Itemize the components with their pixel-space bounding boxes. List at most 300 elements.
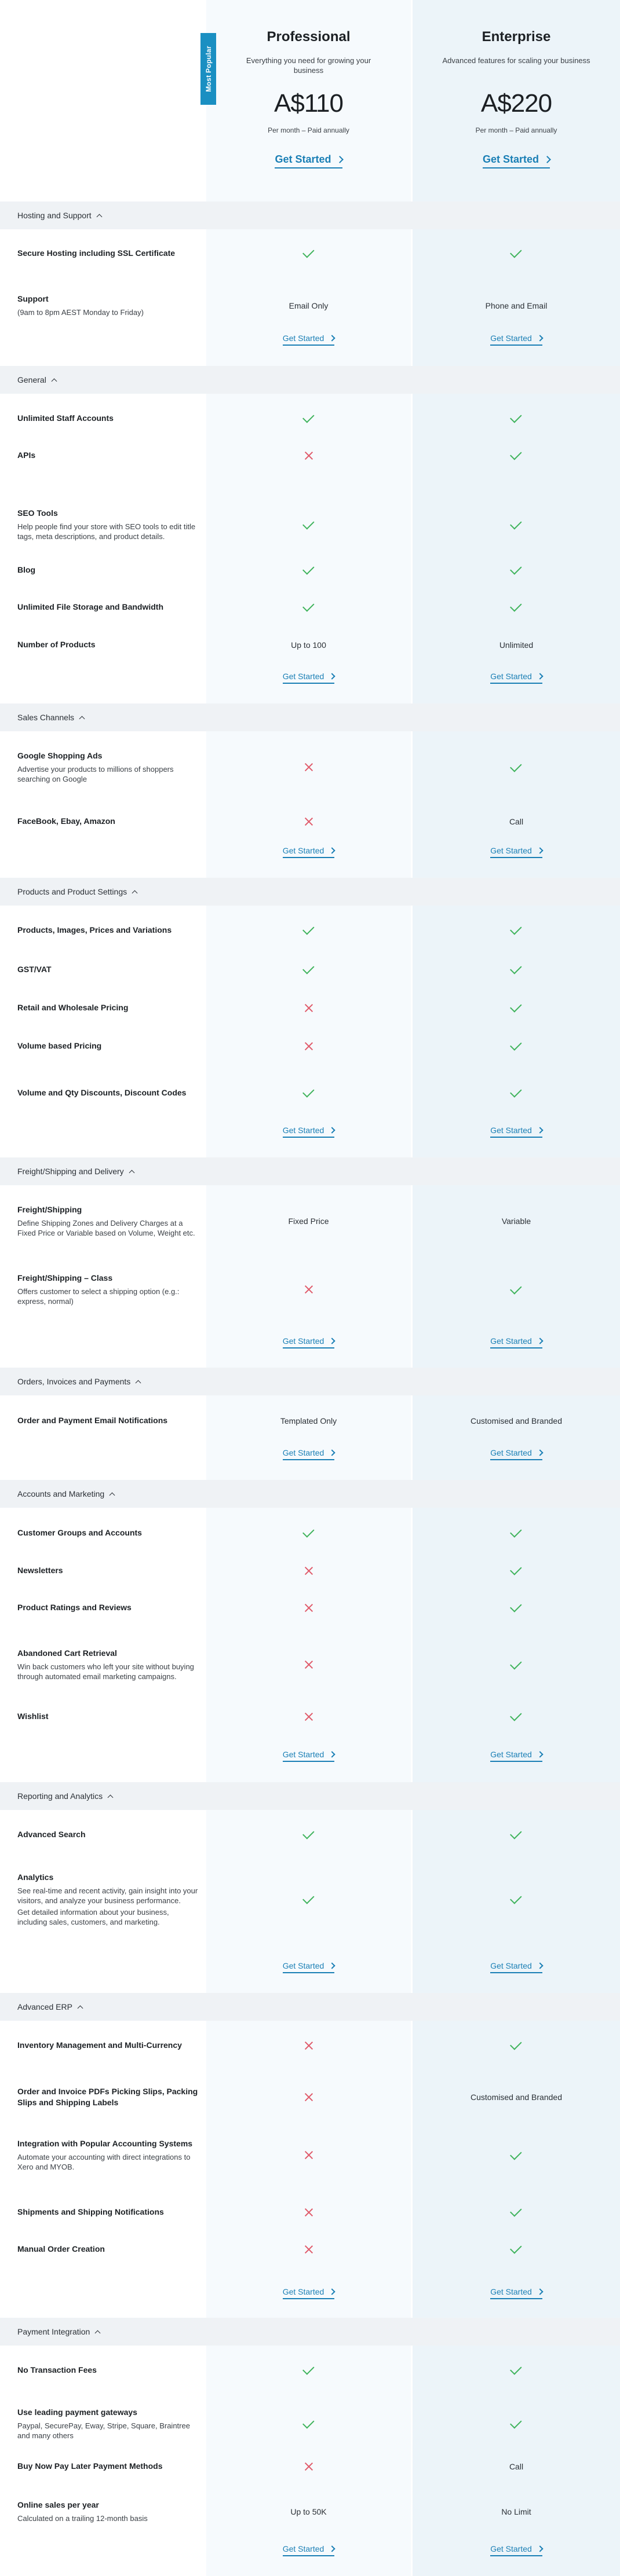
- section-header[interactable]: [0, 2318, 620, 2346]
- check-icon: [510, 1892, 522, 1904]
- check-icon: [510, 518, 522, 530]
- check-icon: [302, 2417, 315, 2429]
- check-icon: [302, 563, 315, 575]
- check-icon: [510, 1001, 522, 1013]
- enterprise-value: [413, 1522, 620, 1545]
- get-started-label: Get Started: [282, 2544, 324, 2553]
- section-header[interactable]: [0, 703, 620, 731]
- enterprise-value: [413, 1596, 620, 1619]
- enterprise-value: [413, 2500, 620, 2523]
- feature-description: Get detailed information about your business, including sales, customers, and marketing.: [17, 1908, 169, 1926]
- check-icon: [510, 1086, 522, 1098]
- cta-cell: [206, 669, 411, 686]
- enterprise-value: [413, 1653, 620, 1676]
- plan-billing: Per month – Paid annually: [268, 126, 349, 134]
- section-header[interactable]: [0, 1782, 620, 1810]
- chevron-right-icon: [329, 847, 335, 853]
- section-header[interactable]: [0, 1993, 620, 2021]
- get-started-professional-button[interactable]: [283, 846, 335, 858]
- section-title: Products and Product Settings: [17, 887, 127, 896]
- get-started-enterprise-button[interactable]: [490, 1126, 542, 1138]
- professional-value: [206, 1596, 411, 1619]
- feature-title: FaceBook, Ebay, Amazon: [17, 816, 115, 826]
- professional-value: [206, 294, 411, 317]
- cross-icon: [305, 2093, 313, 2101]
- feature-title: Unlimited File Storage and Bandwidth: [17, 602, 164, 611]
- professional-value: [206, 1082, 411, 1105]
- enterprise-value: [413, 559, 620, 582]
- section-title: Accounts and Marketing: [17, 1489, 105, 1498]
- professional-value: [206, 2143, 411, 2167]
- feature-label: [17, 816, 198, 827]
- enterprise-value: [413, 1823, 620, 1846]
- enterprise-value: [413, 1210, 620, 1233]
- get-started-professional-button[interactable]: [283, 672, 335, 684]
- feature-label: [17, 2207, 198, 2218]
- feature-title: Blog: [17, 565, 36, 574]
- professional-value: [206, 2201, 411, 2224]
- cross-icon: [305, 1604, 313, 1612]
- enterprise-value: [413, 1888, 620, 1911]
- chevron-up-icon[interactable]: [95, 2330, 101, 2336]
- feature-title: Order and Payment Email Notifications: [17, 1416, 168, 1425]
- enterprise-value: [413, 242, 620, 265]
- professional-value: [206, 2086, 411, 2109]
- chevron-right-icon: [537, 335, 543, 341]
- feature-title: GST/VAT: [17, 965, 52, 974]
- check-icon: [510, 2205, 522, 2217]
- value-text: Customised and Branded: [471, 2093, 562, 2102]
- most-popular-label: Most Popular: [204, 46, 213, 92]
- get-started-label: Get Started: [282, 845, 324, 855]
- get-started-label: Get Started: [490, 2286, 532, 2296]
- feature-title: Online sales per year: [17, 2500, 99, 2509]
- enterprise-value: [413, 1705, 620, 1728]
- get-started-professional-button[interactable]: [283, 334, 335, 346]
- professional-value: [206, 1653, 411, 1676]
- feature-title: Buy Now Pay Later Payment Methods: [17, 2461, 163, 2471]
- check-icon: [510, 246, 522, 258]
- cta-cell: [206, 1958, 411, 1976]
- get-started-enterprise-button[interactable]: [490, 1750, 542, 1762]
- get-started-enterprise-button[interactable]: [490, 1336, 542, 1349]
- pricing-header: [0, 0, 620, 201]
- chevron-right-icon: [537, 1962, 543, 1969]
- professional-value: [206, 444, 411, 467]
- check-icon: [302, 1827, 315, 1840]
- value-text: No Limit: [501, 2507, 531, 2516]
- professional-value: [206, 756, 411, 779]
- cta-cell: [206, 1747, 411, 1764]
- get-started-label: Get Started: [490, 2544, 532, 2553]
- feature-label: [17, 639, 198, 650]
- check-icon: [510, 1658, 522, 1670]
- chevron-right-icon: [329, 2288, 335, 2295]
- feature-label: [17, 565, 198, 576]
- feature-label: [17, 1040, 198, 1051]
- feature-title: Newsletters: [17, 1566, 63, 1575]
- get-started-label: Get Started: [490, 1961, 532, 1970]
- get-started-professional-button[interactable]: [283, 2287, 335, 2299]
- value-text: Customised and Branded: [471, 1416, 562, 1426]
- get-started-label: Get Started: [275, 153, 331, 165]
- check-icon: [302, 518, 315, 530]
- get-started-enterprise-button[interactable]: [490, 672, 542, 684]
- check-icon: [510, 1526, 522, 1538]
- enterprise-value: [413, 1409, 620, 1432]
- get-started-enterprise-button[interactable]: [490, 846, 542, 858]
- enterprise-value: [413, 407, 620, 430]
- chevron-up-icon[interactable]: [132, 890, 138, 896]
- cross-icon: [305, 2245, 313, 2253]
- professional-value: [206, 513, 411, 536]
- section-title: General: [17, 375, 46, 384]
- feature-label: [17, 1602, 198, 1613]
- feature-label: [17, 2086, 198, 2108]
- feature-label: [17, 1415, 198, 1426]
- check-icon: [510, 2148, 522, 2160]
- feature-label: [17, 1087, 198, 1098]
- professional-value: [206, 2412, 411, 2435]
- chevron-up-icon[interactable]: [78, 2005, 83, 2011]
- feature-label: [17, 1002, 198, 1013]
- enterprise-value: [413, 2455, 620, 2478]
- cta-cell: [413, 1958, 620, 1976]
- chevron-right-icon: [329, 335, 335, 341]
- check-icon: [510, 923, 522, 935]
- professional-value: [206, 596, 411, 619]
- professional-value: [206, 958, 411, 981]
- feature-description: Paypal, SecurePay, Eway, Stripe, Square, Braintree and many others: [17, 2421, 190, 2440]
- cross-icon: [305, 1713, 313, 1721]
- chevron-up-icon[interactable]: [136, 1380, 141, 1386]
- cross-icon: [305, 1042, 313, 1050]
- check-icon: [510, 2363, 522, 2375]
- feature-label: [17, 294, 198, 317]
- chevron-up-icon[interactable]: [108, 1794, 114, 1800]
- get-started-professional-button[interactable]: [283, 1126, 335, 1138]
- enterprise-value: [413, 2412, 620, 2435]
- get-started-label: Get Started: [282, 1125, 324, 1135]
- chevron-right-icon: [537, 2545, 543, 2552]
- chevron-right-icon: [329, 1449, 335, 1456]
- section-header[interactable]: [0, 878, 620, 906]
- feature-label: [17, 2138, 198, 2172]
- get-started-professional-button[interactable]: [283, 1750, 335, 1762]
- check-icon: [510, 2242, 522, 2254]
- section-header[interactable]: [0, 366, 620, 394]
- feature-description: Win back customers who left your site without buying through automated email marketing campaigns.: [17, 1662, 194, 1681]
- get-started-label: Get Started: [490, 1749, 532, 1759]
- professional-value: [206, 2500, 411, 2523]
- enterprise-value: [413, 2034, 620, 2057]
- chevron-right-icon: [329, 673, 335, 679]
- section-title: Advanced ERP: [17, 2002, 72, 2011]
- feature-label: [17, 1204, 198, 1238]
- plan-billing: Per month – Paid annually: [475, 126, 557, 134]
- cross-icon: [305, 2151, 313, 2159]
- cta-cell: [206, 1123, 411, 1140]
- feature-label: [17, 925, 198, 936]
- feature-title: Retail and Wholesale Pricing: [17, 1003, 129, 1012]
- chevron-right-icon: [537, 847, 543, 853]
- cta-cell: [206, 2541, 411, 2559]
- feature-title: Integration with Popular Accounting Systems: [17, 2139, 193, 2148]
- chevron-right-icon: [329, 2545, 335, 2552]
- cross-icon: [305, 2042, 313, 2050]
- feature-label: [17, 413, 198, 424]
- get-started-enterprise-button[interactable]: [490, 2287, 542, 2299]
- get-started-professional-button[interactable]: [283, 1961, 335, 1973]
- chevron-up-icon[interactable]: [110, 1492, 115, 1498]
- check-icon: [510, 563, 522, 575]
- chevron-right-icon: [329, 1338, 335, 1344]
- feature-label: [17, 1565, 198, 1576]
- check-icon: [510, 1282, 522, 1295]
- check-icon: [510, 1039, 522, 1051]
- check-icon: [510, 1827, 522, 1840]
- feature-title: Unlimited Staff Accounts: [17, 413, 114, 423]
- chevron-right-icon: [537, 1338, 543, 1344]
- check-icon: [510, 448, 522, 460]
- plan-price: A$110: [274, 89, 343, 118]
- section-title: Hosting and Support: [17, 211, 92, 220]
- chevron-right-icon: [544, 156, 551, 163]
- feature-title: Manual Order Creation: [17, 2244, 105, 2253]
- feature-title: Customer Groups and Accounts: [17, 1528, 142, 1537]
- check-icon: [510, 1563, 522, 1575]
- chevron-right-icon: [537, 1449, 543, 1456]
- enterprise-value: [413, 810, 620, 833]
- professional-value: [206, 1559, 411, 1582]
- cta-cell: [413, 1123, 620, 1140]
- enterprise-value: [413, 2238, 620, 2261]
- get-started-label: Get Started: [282, 1749, 324, 1759]
- value-text: Templated Only: [280, 1416, 337, 1426]
- plan-description: Advanced features for scaling your business: [442, 56, 590, 65]
- cta-cell: [413, 1445, 620, 1463]
- feature-label: [17, 2407, 198, 2441]
- feature-label: [17, 2365, 198, 2376]
- feature-label: [17, 248, 198, 259]
- check-icon: [302, 1526, 315, 1538]
- feature-title: No Transaction Fees: [17, 2365, 97, 2375]
- feature-label: [17, 2244, 198, 2255]
- chevron-right-icon: [537, 1127, 543, 1133]
- section-title: Freight/Shipping and Delivery: [17, 1167, 124, 1176]
- chevron-up-icon[interactable]: [51, 378, 57, 384]
- section-header[interactable]: [0, 1157, 620, 1185]
- check-icon: [510, 1709, 522, 1721]
- check-icon: [510, 600, 522, 612]
- cta-cell: [413, 2541, 620, 2559]
- plan-enterprise: [413, 0, 620, 201]
- get-started-enterprise-button[interactable]: [490, 1448, 542, 1460]
- get-started-enterprise-button[interactable]: [490, 334, 542, 346]
- feature-title: Support: [17, 294, 49, 303]
- professional-value: [206, 407, 411, 430]
- get-started-label: Get Started: [482, 153, 539, 165]
- feature-title: Wishlist: [17, 1712, 49, 1721]
- plan-name: Professional: [267, 29, 351, 45]
- get-started-label: Get Started: [282, 1448, 324, 1457]
- get-started-label: Get Started: [490, 333, 532, 343]
- feature-label: [17, 2500, 198, 2523]
- professional-value: [206, 2455, 411, 2478]
- feature-title: Freight/Shipping – Class: [17, 1273, 113, 1282]
- enterprise-value: [413, 919, 620, 942]
- chevron-right-icon: [336, 156, 344, 163]
- feature-description: Help people find your store with SEO tools to edit title tags, meta descriptions, and product details.: [17, 522, 196, 541]
- plan-price: A$220: [480, 89, 552, 118]
- check-icon: [302, 411, 315, 423]
- feature-label: [17, 1829, 198, 1840]
- feature-title: Products, Images, Prices and Variations: [17, 925, 172, 935]
- cross-icon: [305, 1567, 313, 1575]
- feature-title: SEO Tools: [17, 508, 58, 518]
- section-title: Sales Channels: [17, 713, 75, 722]
- get-started-label: Get Started: [490, 1336, 532, 1346]
- professional-value: [206, 1705, 411, 1728]
- get-started-professional-button[interactable]: [283, 1336, 335, 1349]
- professional-value: [206, 242, 411, 265]
- get-started-enterprise-button[interactable]: [483, 153, 550, 168]
- feature-title: Order and Invoice PDFs Picking Slips, Packing Slips and Shipping Labels: [17, 2087, 198, 2107]
- cta-cell: [413, 669, 620, 686]
- enterprise-value: [413, 513, 620, 536]
- section-header[interactable]: [0, 201, 620, 229]
- professional-value: [206, 2359, 411, 2382]
- feature-description: Define Shipping Zones and Delivery Charges at a Fixed Price or Variable based on Volume, Weight etc.: [17, 1219, 195, 1237]
- feature-title: Volume based Pricing: [17, 1041, 102, 1050]
- get-started-label: Get Started: [282, 2286, 324, 2296]
- enterprise-value: [413, 958, 620, 981]
- enterprise-value: [413, 1082, 620, 1105]
- check-icon: [302, 1086, 315, 1098]
- professional-value: [206, 1035, 411, 1058]
- cross-icon: [305, 818, 313, 826]
- enterprise-value: [413, 2086, 620, 2109]
- professional-value: [206, 919, 411, 942]
- check-icon: [302, 600, 315, 612]
- feature-title: Advanced Search: [17, 1830, 86, 1839]
- enterprise-value: [413, 1278, 620, 1301]
- section-title: Payment Integration: [17, 2327, 90, 2336]
- section-header[interactable]: [0, 1480, 620, 1508]
- get-started-professional-button[interactable]: [275, 153, 342, 168]
- check-icon: [510, 2417, 522, 2429]
- feature-label: [17, 602, 198, 613]
- feature-description: See real-time and recent activity, gain insight into your visitors, and analyze your business performance.: [17, 1886, 198, 1905]
- chevron-up-icon[interactable]: [129, 1170, 134, 1175]
- get-started-professional-button[interactable]: [283, 1448, 335, 1460]
- feature-label: [17, 1872, 198, 1927]
- plan-professional: [206, 0, 411, 201]
- get-started-label: Get Started: [490, 1448, 532, 1457]
- get-started-professional-button[interactable]: [283, 2544, 335, 2556]
- section-title: Orders, Invoices and Payments: [17, 1377, 131, 1386]
- feature-description: Calculated on a trailing 12-month basis: [17, 2514, 148, 2523]
- check-icon: [510, 411, 522, 423]
- get-started-label: Get Started: [282, 671, 324, 681]
- cta-cell: [413, 2284, 620, 2302]
- get-started-label: Get Started: [490, 845, 532, 855]
- feature-label: [17, 450, 198, 461]
- cross-icon: [305, 763, 313, 771]
- feature-label: [17, 508, 198, 541]
- cta-cell: [413, 1747, 620, 1764]
- cta-cell: [413, 331, 620, 348]
- section-title: Reporting and Analytics: [17, 1791, 103, 1801]
- get-started-enterprise-button[interactable]: [490, 2544, 542, 2556]
- professional-value: [206, 1409, 411, 1432]
- chevron-right-icon: [537, 1751, 543, 1757]
- feature-label: [17, 1273, 198, 1306]
- feature-label: [17, 1527, 198, 1538]
- feature-title: Number of Products: [17, 640, 96, 649]
- professional-value: [206, 1522, 411, 1545]
- get-started-enterprise-button[interactable]: [490, 1961, 542, 1973]
- cta-cell: [413, 843, 620, 860]
- cta-cell: [206, 1333, 411, 1351]
- check-icon: [510, 760, 522, 772]
- cross-icon: [305, 452, 313, 460]
- enterprise-value: [413, 444, 620, 467]
- feature-title: Google Shopping Ads: [17, 751, 103, 760]
- check-icon: [510, 1600, 522, 1613]
- professional-value: [206, 996, 411, 1020]
- enterprise-value: [413, 1559, 620, 1582]
- chevron-right-icon: [329, 1127, 335, 1133]
- cta-cell: [413, 1333, 620, 1351]
- feature-title: Abandoned Cart Retrieval: [17, 1648, 117, 1658]
- professional-value: [206, 1210, 411, 1233]
- chevron-up-icon[interactable]: [96, 214, 102, 219]
- check-icon: [302, 962, 315, 974]
- professional-value: [206, 633, 411, 657]
- section-header[interactable]: [0, 1368, 620, 1395]
- enterprise-value: [413, 2143, 620, 2167]
- value-text: Variable: [501, 1216, 531, 1226]
- check-icon: [510, 962, 522, 974]
- professional-value: [206, 810, 411, 833]
- value-text: Up to 100: [291, 640, 326, 650]
- feature-label: [17, 1648, 198, 1681]
- feature-label: [17, 964, 198, 975]
- value-text: Phone and Email: [485, 301, 548, 310]
- get-started-label: Get Started: [490, 1125, 532, 1135]
- professional-value: [206, 559, 411, 582]
- feature-title: Secure Hosting including SSL Certificate: [17, 248, 176, 258]
- value-text: Up to 50K: [290, 2507, 327, 2516]
- professional-value: [206, 1278, 411, 1301]
- enterprise-value: [413, 756, 620, 779]
- professional-value: [206, 1888, 411, 1911]
- feature-description: Automate your accounting with direct integrations to Xero and MYOB.: [17, 2153, 191, 2171]
- chevron-right-icon: [537, 673, 543, 679]
- chevron-up-icon[interactable]: [79, 716, 85, 721]
- feature-title: Analytics: [17, 1873, 54, 1882]
- plan-name: Enterprise: [482, 29, 551, 45]
- chevron-right-icon: [537, 2288, 543, 2295]
- enterprise-value: [413, 1035, 620, 1058]
- enterprise-value: [413, 996, 620, 1020]
- cross-icon: [305, 1004, 313, 1012]
- enterprise-value: [413, 2201, 620, 2224]
- plan-description: Everything you need for growing your business: [246, 56, 371, 75]
- feature-label: [17, 1711, 198, 1722]
- cross-icon: [305, 1285, 313, 1294]
